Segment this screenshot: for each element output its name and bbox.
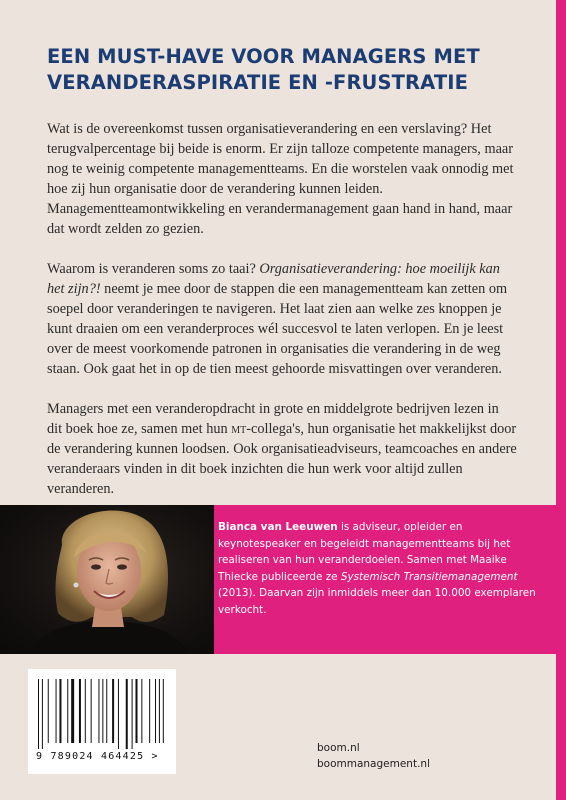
- barcode-bar: [59, 679, 61, 743]
- barcode-bar: [71, 679, 74, 743]
- blurb-paragraph-3: [47, 399, 517, 499]
- barcode-bar: [106, 679, 107, 743]
- blurb-text: [47, 119, 517, 519]
- book-title-italic: Organisatieverandering: hoe moeilijk kan het zijn?!: [47, 261, 500, 297]
- barcode-bar: [159, 679, 160, 743]
- blurb-p2-rest: neemt je mee door de stappen die een managementteam kan zetten om soepel door veranderingen te navigeren. Het laat zien aan welke zes knoppen je kunt draaien om een veranderproces wél succesvol te laten verlopen. En je leest over de meest voorkomende patronen in organisaties die verandering in de weg staan. Ook gaat het in op de tien meest gehoorde misvattingen over veranderen.: [47, 281, 508, 377]
- isbn-number: 9 789024 464425 >: [36, 751, 159, 762]
- blurb-p3-rest: -collega's, hun organisatie het makkelijkst door de verandering kunnen loodsen. Ook organisatieadviseurs, teamcoaches en andere veranderaars vinden in dit boek inzichten die hun werk voor altijd zullen veranderen.: [47, 421, 517, 497]
- barcode-bar: [48, 679, 49, 743]
- barcode-bar: [67, 679, 68, 743]
- back-cover-headline: [47, 44, 517, 96]
- barcode-bar: [155, 679, 156, 743]
- headline-line-2: VERANDERASPIRATIE EN -FRUSTRATIE: [47, 71, 469, 94]
- barcode-bar: [136, 679, 138, 743]
- publisher-site-boommanagement: boommanagement.nl: [317, 758, 430, 770]
- barcode-bar: [102, 679, 103, 743]
- blurb-p3-start: Managers met een veranderopdracht in grote en middelgrote bedrijven lezen in dit boek hoe ze, samen met hun: [47, 401, 499, 437]
- author-section: [0, 505, 556, 654]
- barcode-bar: [149, 679, 150, 743]
- publisher-info: [317, 740, 430, 772]
- isbn-barcode: [28, 669, 176, 774]
- barcode-bar: [112, 679, 114, 743]
- barcode-bar: [98, 679, 99, 743]
- pink-spine-stripe: [556, 0, 566, 800]
- blurb-p2-start: Waarom is veranderen soms zo taai?: [47, 261, 260, 277]
- mt-smallcaps: mt: [231, 421, 247, 437]
- barcode-bar: [56, 679, 57, 743]
- author-photo: [0, 505, 214, 654]
- barcode-bar: [79, 679, 81, 743]
- barcode-bar: [38, 679, 39, 749]
- blurb-paragraph-1: Wat is de overeenkomst tussen organisatieverandering en een verslaving? Het terugvalpercentage bij beide is enorm. Er zijn talloze competente managers, maar nog te weinig competente managementteams. En die worstelen vaak onnodig met hoe zij hun organisatie door de verandering kunnen leiden. Managementteamontwikkeling en verandermanagement gaan hand in hand, maar dat wordt zelden zo gezien.: [47, 121, 514, 237]
- headline-line-1: EEN MUST-HAVE VOOR MANAGERS MET: [47, 45, 480, 68]
- barcode-bar: [118, 679, 119, 749]
- barcode-bar: [132, 679, 133, 749]
- author-bio: [214, 505, 556, 654]
- author-bio-text-2: (2013). Daarvan zijn inmiddels meer dan 10.000 exemplaren verkocht.: [218, 587, 536, 616]
- barcode-bars: [36, 679, 168, 749]
- barcode-bar: [163, 679, 164, 743]
- publisher-site-boom: boom.nl: [317, 742, 360, 754]
- author-name: Bianca van Leeuwen: [218, 521, 338, 533]
- blurb-paragraph-2: [47, 259, 517, 379]
- barcode-bar: [126, 679, 128, 749]
- author-portrait-illustration: [0, 505, 214, 654]
- author-previous-book: Systemisch Transitiemanagement: [340, 570, 518, 583]
- author-bio-text-1: is adviseur, opleider en keynotespeaker en begeleidt managementteams bij het realiseren van hun veranderdoelen. Samen met Maaike Thiecke publiceerde ze: [218, 521, 511, 583]
- barcode-bar: [141, 679, 142, 743]
- barcode-bar: [85, 679, 86, 743]
- barcode-bar: [91, 679, 92, 743]
- barcode-bar: [42, 679, 43, 749]
